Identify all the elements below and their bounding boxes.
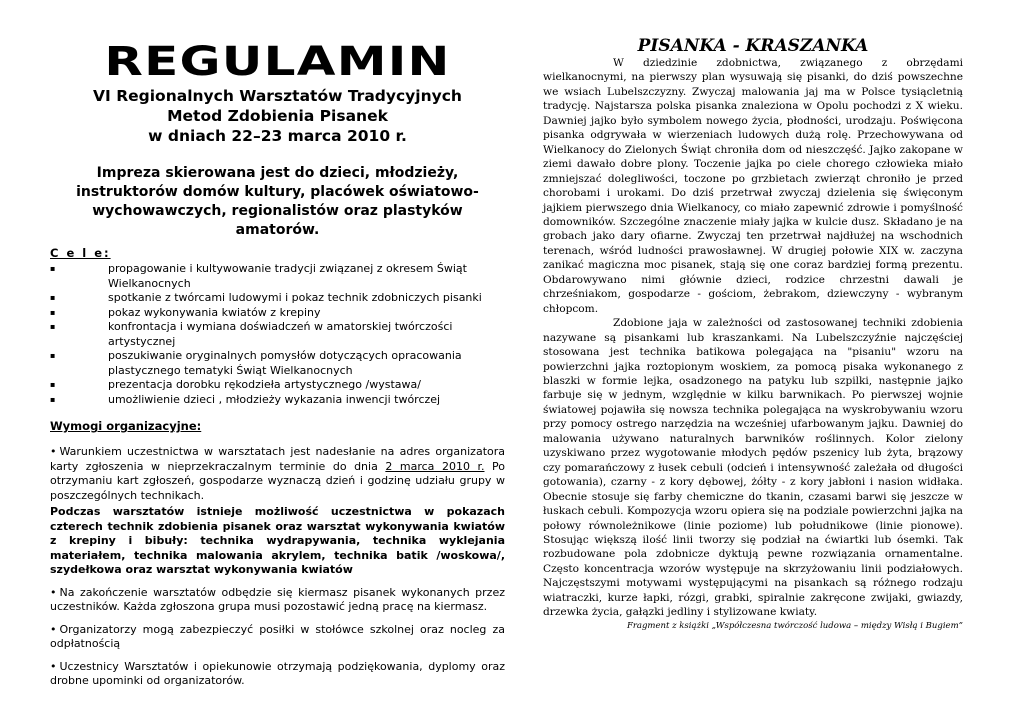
requirements-heading: Wymogi organizacyjne: bbox=[50, 419, 202, 433]
square-bullet-icon: ▪ bbox=[50, 351, 56, 360]
square-bullet-icon: ▪ bbox=[50, 380, 56, 389]
goal-text: pokaz wykonywania kwiatów z krepiny bbox=[108, 305, 321, 319]
regulations-column bbox=[50, 40, 505, 697]
requirement-awards bbox=[50, 660, 505, 689]
goals-list bbox=[50, 262, 505, 407]
round-bullet-icon: • bbox=[50, 445, 57, 458]
registration-text: Warunkiem uczestnictwa w warsztatach jest nadesłanie na adres organizatora karty zgłoszenia w nieprzekraczalnym terminie do dnia bbox=[50, 445, 505, 473]
regulations-title: REGULAMIN bbox=[104, 39, 451, 85]
square-bullet-icon: ▪ bbox=[50, 307, 56, 317]
workshop-dates: w dniach 22–23 marca 2010 r. bbox=[148, 127, 407, 145]
requirement-registration bbox=[50, 445, 505, 503]
square-bullet-icon: ▪ bbox=[50, 293, 56, 302]
goal-text: konfrontacja i wymiana doświadczeń w amatorskiej twórczości artystycznej bbox=[108, 320, 453, 348]
goal-item bbox=[50, 291, 505, 306]
goal-item bbox=[50, 306, 505, 321]
registration-deadline: 2 marca 2010 r. bbox=[385, 459, 485, 473]
goal-item bbox=[50, 349, 505, 378]
square-bullet-icon: ▪ bbox=[50, 322, 56, 331]
article-title: PISANKA - KRASZANKA bbox=[637, 36, 869, 56]
article-source: Fragment z książki „Współczesna twórczość ludowa – między Wisłą i Bugiem” bbox=[626, 620, 963, 631]
round-bullet-icon: • bbox=[50, 659, 57, 673]
workshop-name-line-2: Metod Zdobienia Pisanek bbox=[167, 107, 388, 125]
goal-text: propagowanie i kultywowanie tradycji związanej z okresem Świąt Wielkanocnych bbox=[108, 262, 467, 290]
requirement-meals bbox=[50, 623, 505, 652]
article-paragraph-1: W dziedzinie zdobnictwa, związanego z obrzędami wielkanocnymi, na pierwszy plan wysuwają się pisanki, do dziś powszechne we wsiach Lubelszczyzny. Zwyczaj malowania jaj ma w Polsce tysiącletnią tradycję. Najstarsza polska pisanka znaleziona w Opolu pochodzi z X wieku. Dawniej jajko było symbolem nowego życia, płodności, urodzaju. Poświęcona pisanka odgrywała w wierzeniach ludowych dużą rolę. Przechowywana od Wielkanocy do Zielonych Świąt chroniła dom od nieszczęść. Jajko zakopane w ziemi dawało dobre plony. Toczenie jajka po ciele chorego człowieka miało zmniejszać dolegliwości, toczone po grzbietach zwierząt chroniło je przed chorobami i urokami. Do dziś przetrwał zwyczaj dzielenia się święconym jajkiem pierwszego dnia Wielkanocy, co miało zapewnić zdrowie i pomyślność domowników. Szczególne znaczenie miały jajka w kulcie dusz. Składano je na grobach jako dary ofiarne. Zwyczaj ten przetrwał najdłużej na wschodnich terenach, wśród ludności prawosławnej. W drugiej połowie XIX w. zaczyna zanikać magiczna moc pisanek, stają się one coraz bardziej formą prezentu. Obdarowywano nimi głównie dzieci, rodzice chrzestni dawali je chrześniakom, gospodarze - gościom, żebrakom, dziewczyny - wybranym chłopcom. bbox=[543, 57, 963, 315]
goal-item bbox=[50, 262, 505, 291]
workshop-name-line-1: VI Regionalnych Warsztatów Tradycyjnych bbox=[93, 87, 462, 105]
round-bullet-icon: • bbox=[50, 585, 57, 599]
goal-text: poszukiwanie oryginalnych pomysłów dotyczących opracowania plastycznego tematyki Świąt Wielkanocnych bbox=[108, 349, 462, 377]
requirement-techniques: Podczas warsztatów istnieje możliwość uczestnictwa w pokazach czterech technik zdobienia pisanek oraz warsztat wykonywania kwiatów z krepiny i bibuły: technika wydrapywania, technika wyklejania materiałem, technika malowania akrylem, technika batik /woskowa/, szydełkowa oraz warsztat wykonywania kwiatów bbox=[50, 505, 505, 576]
requirement-fair bbox=[50, 586, 505, 615]
goal-text: spotkanie z twórcami ludowymi i pokaz technik zdobniczych pisanki bbox=[108, 291, 482, 304]
square-bullet-icon: ▪ bbox=[50, 394, 56, 404]
target-audience-text: Impreza skierowana jest do dzieci, młodzieży, instruktorów domów kultury, placówek oświatowo-wychowawczych, regionalistów oraz plastyków amatorów. bbox=[76, 165, 479, 238]
awards-text: Uczestnicy Warsztatów i opiekunowie otrzymają podziękowania, dyplomy oraz drobne upominki od organizatorów. bbox=[50, 659, 505, 687]
goals-heading: C e l e: bbox=[50, 246, 111, 260]
round-bullet-icon: • bbox=[50, 622, 57, 636]
registration-text-cont: Po otrzymaniu kart zgłoszeń, gospodarze wyznaczą dzień i godzinę udziału grupy w poszczególnych technikach. bbox=[50, 459, 505, 502]
square-bullet-icon: ▪ bbox=[50, 264, 56, 273]
goal-item bbox=[50, 378, 505, 393]
article-column bbox=[543, 36, 963, 631]
fair-text: Na zakończenie warsztatów odbędzie się kiermasz pisanek wykonanych przez uczestników. Każda zgłoszona grupa musi pozostawić jedną pracę na kiermasz. bbox=[50, 585, 505, 613]
goal-item bbox=[50, 320, 505, 349]
goal-text: prezentacja dorobku rękodzieła artystycznego /wystawa/ bbox=[108, 378, 421, 391]
goal-item bbox=[50, 393, 505, 408]
goal-text: umożliwienie dzieci , młodzieży wykazania inwencji twórczej bbox=[108, 392, 441, 406]
meals-text: Organizatorzy mogą zabezpieczyć posiłki w stołówce szkolnej oraz nocleg za odpłatnością bbox=[50, 622, 505, 650]
article-paragraph-2: Zdobione jaja w zależności od zastosowanej techniki zdobienia nazywane są pisankami lub kraszankami. Na Lubelszczyźnie najczęściej stosowana jest technika batikowa polegająca na "pisaniu" wzoru na powierzchni jajka roztopionym woskiem, za pomocą pisaka wykonanego z blaszki w formie lejka, osadzonego na patyku lub szpilki, następnie jajko farbuje się w jednym, względnie w kilku barwnikach. Po pierwszej wojnie światowej pojawiła się nowsza technika polegająca na wyskrobywaniu wzoru przy pomocy ostrego narzędzia na wcześniej ufarbowanym jajku. Dawniej do malowania używano naturalnych barwników roślinnych. Kolor zielony uzyskiwano przez wygotowanie młodych pędów pszenicy lub żyta, brązowy czy pomarańczowy z łusek cebuli (odcień i intensywność zależała od długości gotowania), czarny - z kory dębowej, żółty - z kory jabłoni i nasion widłaka. Obecnie stosuje się farby chemiczne do tkanin, czasami barwi się jeszcze w łuskach cebuli. Kompozycja wzoru opiera się na podziale powierzchni jajka na połowy równoleżnikowe (linie poziome) lub południkowe (linie pionowe). Stosując większą ilość linii tworzy się podział na ćwiartki lub ósemki. Tak rozbudowane pola zdobnicze dyktują pewne rozwiązania ornamentalne. Często koncentracja wzorów występuje na skrzyżowaniu linii podziałowych. Najczęstszymi motywami występującymi na pisankach są różnego rodzaju wiatraczki, kurze łapki, rózgi, grabki, spiralnie zakręcone zwijaki, gwiazdy, drzewka życia, gałązki jedliny i stylizowane kwiaty. bbox=[543, 317, 963, 619]
